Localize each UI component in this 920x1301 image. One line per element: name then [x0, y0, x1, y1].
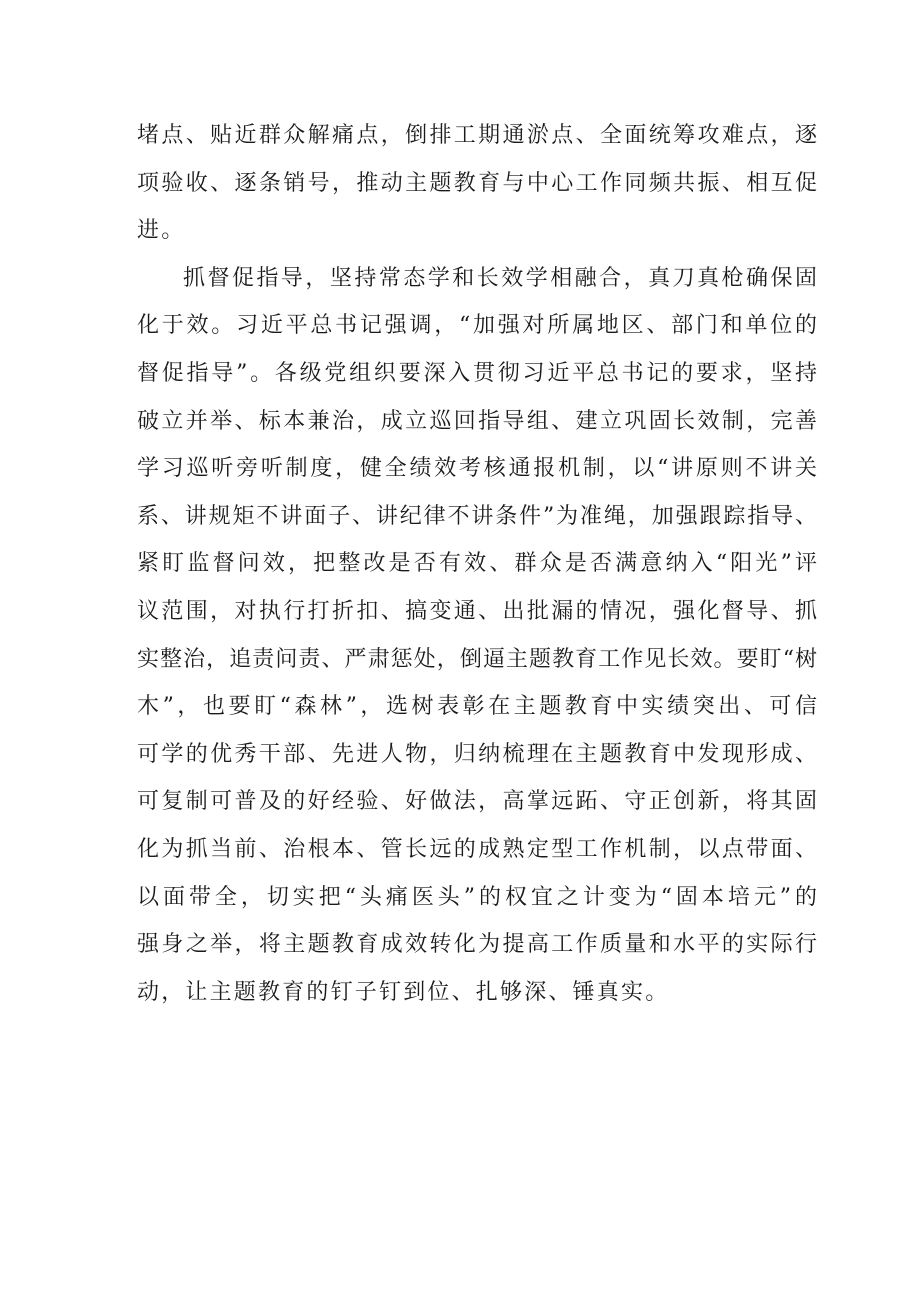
text-line: 议范围，对执行打折扣、搞变通、出批漏的情况，强化督导、抓: [137, 598, 817, 624]
text-line: 强身之举，将主题教育成效转化为提高工作质量和水平的实际行: [137, 932, 817, 958]
text-line: 化为抓当前、治根本、管长远的成熟定型工作机制，以点带面、: [137, 836, 817, 862]
text-line: 木”，也要盯“森林”，选树表彰在主题教育中实绩突出、可信: [137, 694, 817, 720]
text-line: 督促指导”。各级党组织要深入贯彻习近平总书记的要求，坚持: [137, 360, 817, 386]
text-line: 项验收、逐条销号，推动主题教育与中心工作同频共振、相互促: [137, 170, 817, 196]
text-line: 可复制可普及的好经验、好做法，高掌远跖、守正创新，将其固: [137, 789, 817, 815]
text-line: 系、讲规矩不讲面子、讲纪律不讲条件”为准绳，加强跟踪指导、: [137, 503, 817, 529]
text-line: 破立并举、标本兼治，成立巡回指导组、建立巩固长效制，完善: [137, 408, 817, 434]
text-line: 进。: [137, 218, 186, 244]
body-text: [137, 112, 817, 1016]
text-line: 以面带全，切实把“头痛医头”的权宜之计变为“固本培元”的: [137, 884, 817, 910]
text-line: 堵点、贴近群众解痛点，倒排工期通淤点、全面统筹攻难点，逐: [137, 123, 817, 148]
text-line: 实整治，追责问责、严肃惩处，倒逼主题教育工作见长效。要盯“树: [137, 646, 817, 672]
paragraph-first-line: 抓督促指导，坚持常态学和长效学相融合，真刀真枪确保固: [183, 265, 817, 291]
text-line: 动，让主题教育的钉子钉到位、扎够深、锤真实。: [137, 979, 670, 1005]
text-line: 学习巡听旁听制度，健全绩效考核通报机制，以“讲原则不讲关: [137, 456, 817, 482]
text-line: 可学的优秀干部、先进人物，归纳梳理在主题教育中发现形成、: [137, 741, 817, 767]
text-line: 化于效。习近平总书记强调，“加强对所属地区、部门和单位的: [137, 313, 817, 339]
text-line: 紧盯监督问效，把整改是否有效、群众是否满意纳入“阳光”评: [137, 551, 817, 577]
